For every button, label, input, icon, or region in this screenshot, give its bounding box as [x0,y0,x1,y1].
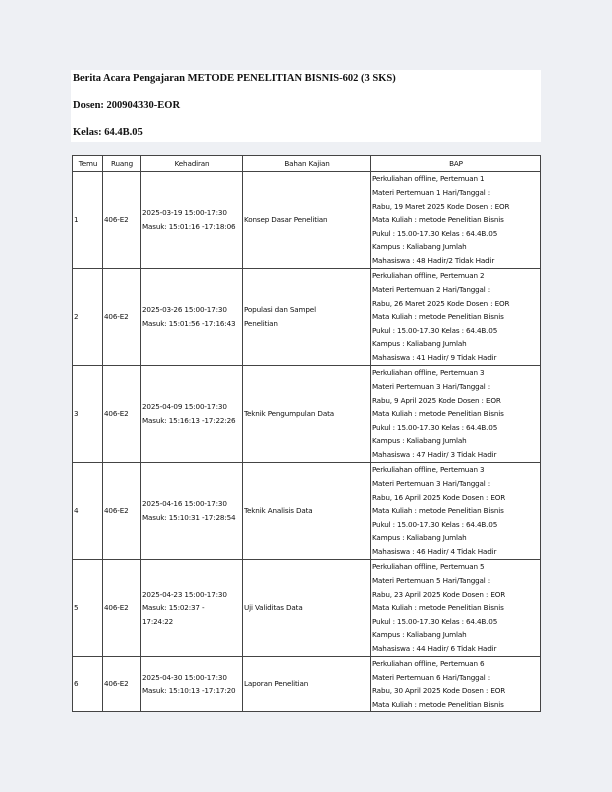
kehadiran-schedule: 2025-03-26 15:00-17:30 [142,305,227,315]
cell-bahan-kajian [243,657,371,712]
cell-ruang: 406-E2 [103,366,141,463]
cell-bahan-kajian [243,560,371,657]
cell-bap [371,172,541,269]
kehadiran-schedule: 2025-04-09 15:00-17:30 [142,402,227,412]
bap-line: Perkuliahan offline, Pertemuan 3 [372,368,485,378]
bap-line: Rabu, 26 Maret 2025 Kode Dosen : EOR [372,298,510,308]
cell-bahan-kajian [243,366,371,463]
lecturer-line: Dosen: 200904330-EOR [73,100,181,111]
bahan-text: Populasi dan Sampel Penelitian [244,305,316,328]
cell-kehadiran [141,463,243,560]
cell-ruang: 406-E2 [103,172,141,269]
bap-line: Mata Kuliah : metode Penelitian Bisnis [372,603,504,613]
table-header-row [73,156,541,172]
table-row [73,560,541,657]
column-header-bap: BAP [371,156,541,172]
cell-kehadiran [141,560,243,657]
bap-line: Materi Pertemuan 5 Hari/Tanggal : [372,576,491,586]
bahan-text: Teknik Analisis Data [244,506,313,516]
attendance-table [72,155,541,712]
bap-line: Rabu, 19 Maret 2025 Kode Dosen : EOR [372,201,510,211]
kehadiran-checkin: Masuk: 15:01:56 -17:16:43 [142,319,236,328]
bap-line: Kampus : Kaliabang Jumlah [372,242,467,252]
column-header-ruang: Ruang [103,156,141,172]
cell-ruang: 406-E2 [103,657,141,712]
kehadiran-checkin: Masuk: 15:16:13 -17:22:26 [142,416,236,425]
cell-bahan-kajian [243,172,371,269]
bap-line: Mata Kuliah : metode Penelitian Bisnis [372,215,504,225]
bap-line: Pukul : 15.00-17.30 Kelas : 64.4B.05 [372,325,498,335]
document-title: Berita Acara Pengajaran METODE PENELITIAN BISNIS-602 (3 SKS) [73,73,396,84]
bap-line: Materi Pertemuan 3 Hari/Tanggal : [372,479,491,489]
document-header [71,70,541,142]
bap-line: Materi Pertemuan 6 Hari/Tanggal : [372,672,491,682]
cell-bap [371,560,541,657]
cell-kehadiran [141,269,243,366]
bap-line: Kampus : Kaliabang Jumlah [372,630,467,640]
bap-line: Perkuliahan offline, Pertemuan 6 [372,659,485,668]
bap-line: Rabu, 23 April 2025 Kode Dosen : EOR [372,589,506,599]
bap-line: Materi Pertemuan 1 Hari/Tanggal : [372,188,491,198]
cell-kehadiran [141,172,243,269]
bahan-text: Konsep Dasar Penelitian [244,215,328,225]
cell-temu: 1 [73,172,103,269]
cell-bap [371,463,541,560]
bap-line: Rabu, 30 April 2025 Kode Dosen : EOR [372,686,506,696]
bap-line: Mata Kuliah : metode Penelitian Bisnis [372,699,504,709]
bahan-text: Laporan Penelitian [244,679,309,689]
bap-line: Pukul : 15.00-17.30 Kelas : 64.4B.05 [372,422,498,432]
cell-ruang: 406-E2 [103,463,141,560]
table-row [73,172,541,269]
cell-kehadiran [141,657,243,712]
bap-line: Materi Pertemuan 2 Hari/Tanggal : [372,285,491,295]
bap-line: Mahasiswa : 44 Hadir/ 6 Tidak Hadir [372,643,497,653]
bap-line: Mata Kuliah : metode Penelitian Bisnis [372,409,504,419]
bap-line: Perkuliahan offline, Pertemuan 1 [372,174,485,184]
cell-bahan-kajian [243,269,371,366]
column-header-bahan-kajian: Bahan Kajian [243,156,371,172]
kehadiran-schedule: 2025-04-23 15:00-17:30 [142,589,227,599]
kehadiran-checkin: Masuk: 15:01:16 -17:18:06 [142,222,236,231]
kehadiran-checkin: Masuk: 15:10:13 -17:17:20 [142,686,236,696]
cell-bap [371,657,541,712]
bap-line: Pukul : 15.00-17.30 Kelas : 64.4B.05 [372,616,498,626]
bap-line: Mahasiswa : 46 Hadir/ 4 Tidak Hadir [372,546,497,556]
kehadiran-schedule: 2025-04-30 15:00-17:30 [142,672,227,682]
bap-line: Mata Kuliah : metode Penelitian Bisnis [372,506,504,516]
table-row [73,366,541,463]
cell-temu: 6 [73,657,103,712]
bap-line: Mahasiswa : 41 Hadir/ 9 Tidak Hadir [372,352,497,362]
kehadiran-checkout: 17:24:22 [142,616,174,626]
cell-ruang: 406-E2 [103,560,141,657]
cell-temu: 3 [73,366,103,463]
cell-bap [371,366,541,463]
bap-line: Pukul : 15.00-17.30 Kelas : 64.4B.05 [372,228,498,238]
bap-line: Kampus : Kaliabang Jumlah [372,339,467,349]
table-row [73,657,541,712]
bap-line: Perkuliahan offline, Pertemuan 3 [372,465,485,475]
kehadiran-schedule: 2025-04-16 15:00-17:30 [142,499,227,509]
bahan-text: Teknik Pengumpulan Data [244,409,334,419]
bap-line: Mahasiswa : 48 Hadir/2 Tidak Hadir [372,255,495,265]
table-row [73,269,541,366]
kehadiran-checkin: Masuk: 15:02:37 - [142,603,205,613]
bap-line: Materi Pertemuan 3 Hari/Tanggal : [372,382,491,392]
kehadiran-schedule: 2025-03-19 15:00-17:30 [142,208,227,218]
bap-line: Mata Kuliah : metode Penelitian Bisnis [372,312,504,322]
column-header-kehadiran: Kehadiran [141,156,243,172]
cell-ruang: 406-E2 [103,269,141,366]
bap-line: Kampus : Kaliabang Jumlah [372,436,467,446]
bap-line: Rabu, 16 April 2025 Kode Dosen : EOR [372,492,506,502]
bap-line: Perkuliahan offline, Pertemuan 5 [372,562,485,572]
column-header-temu: Temu [73,156,103,172]
cell-bap [371,269,541,366]
class-line: Kelas: 64.4B.05 [73,127,143,138]
bap-line: Mahasiswa : 47 Hadir/ 3 Tidak Hadir [372,449,497,459]
bahan-text: Uji Validitas Data [244,603,303,613]
cell-temu: 5 [73,560,103,657]
cell-kehadiran [141,366,243,463]
cell-temu: 4 [73,463,103,560]
cell-bahan-kajian [243,463,371,560]
kehadiran-checkin: Masuk: 15:10:31 -17:28:54 [142,513,236,522]
cell-temu: 2 [73,269,103,366]
bap-line: Kampus : Kaliabang Jumlah [372,533,467,543]
table-row [73,463,541,560]
bap-line: Perkuliahan offline, Pertemuan 2 [372,271,485,281]
bap-line: Pukul : 15.00-17.30 Kelas : 64.4B.05 [372,519,498,529]
bap-line: Rabu, 9 April 2025 Kode Dosen : EOR [372,395,501,405]
